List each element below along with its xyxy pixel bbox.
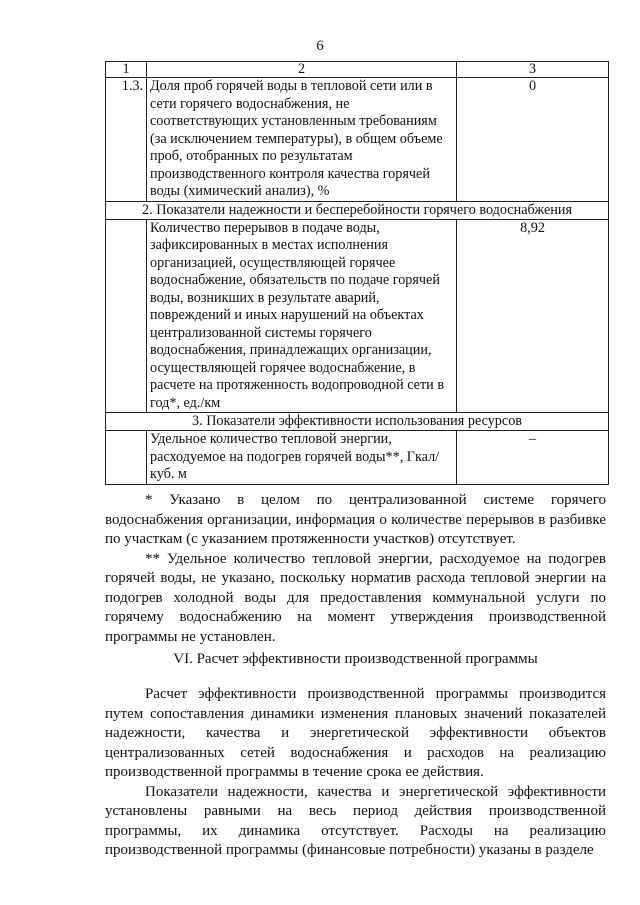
header-col-1: 1 [106, 62, 147, 78]
page-number: 6 [316, 38, 324, 54]
section-6-title: VI. Расчет эффективности производственной программы [173, 651, 538, 667]
header-col-2: 2 [147, 62, 457, 78]
indicator-value: 8,92 [457, 219, 609, 413]
table-section-row [106, 201, 609, 219]
paragraph: Расчет эффективности производственной программы производится путем сопоставления динамики изменения плановых значений показателей надежности, качества и энергетической эффективности объектов централизованных сетей водоснабжения и расходов на реализацию производственной программы в течение срока ее действия. [105, 686, 606, 780]
table-row [106, 78, 609, 202]
section-heading-2: 2. Показатели надежности и бесперебойности горячего водоснабжения [106, 201, 609, 219]
row-number [106, 219, 147, 413]
section-heading-3: 3. Показатели эффективности использования ресурсов [106, 413, 609, 431]
header-col-3: 3 [457, 62, 609, 78]
footnote-2: ** Удельное количество тепловой энергии, расходуемое на подогрев горячей воды, не указано, поскольку норматив расхода тепловой энергии на подогрев холодной воды для предоставления коммунальной услуги по горячему водоснабжению на момент утверждения производственной программы не установлен. [105, 550, 606, 645]
indicator-name: Удельное количество тепловой энергии, расходуемое на подогрев горячей воды**, Гкал/ куб. м [147, 431, 457, 485]
indicator-value: 0 [457, 78, 609, 202]
table-header-row [106, 62, 609, 78]
indicator-value: – [457, 431, 609, 485]
table-row [106, 219, 609, 413]
row-number: 1.3. [106, 78, 147, 202]
row-number [106, 431, 147, 485]
table-section-row [106, 413, 609, 431]
footnote-1: * Указано в целом по централизованной системе горячего водоснабжения организации, информация о количестве перерывов в разбивке по участкам (с указанием протяженности участков) отсутствует. [105, 492, 606, 547]
indicator-name: Количество перерывов в подаче воды, зафиксированных в местах исполнения организацией, осуществляющей горячее водоснабжение, обязательств по подаче горячей воды, возникших в результате аварий, повреждений и иных нарушений на объектах централизованной системы горячего водоснабжения, принадлежащих организации, осуществляющей горячее водоснабжение, в расчете на протяженность водопроводной сети в год*, ед./км [147, 219, 457, 413]
indicator-name: Доля проб горячей воды в тепловой сети или в сети горячего водоснабжения, не соответствующих установленным требованиям (за исключением температуры), в общем объеме проб, отобранных по результатам производственного контроля качества горячей воды (химический анализ), % [147, 78, 457, 202]
table-row [106, 431, 609, 485]
indicators-table [105, 61, 609, 485]
footnotes [105, 491, 606, 647]
section-6-body [105, 685, 606, 861]
paragraph: Показатели надежности, качества и энергетической эффективности установлены равными на весь период действия производственной программы, их динамика отсутствует. Расходы на реализацию производственной программы (финансовые потребности) указаны в разделе [105, 783, 606, 858]
